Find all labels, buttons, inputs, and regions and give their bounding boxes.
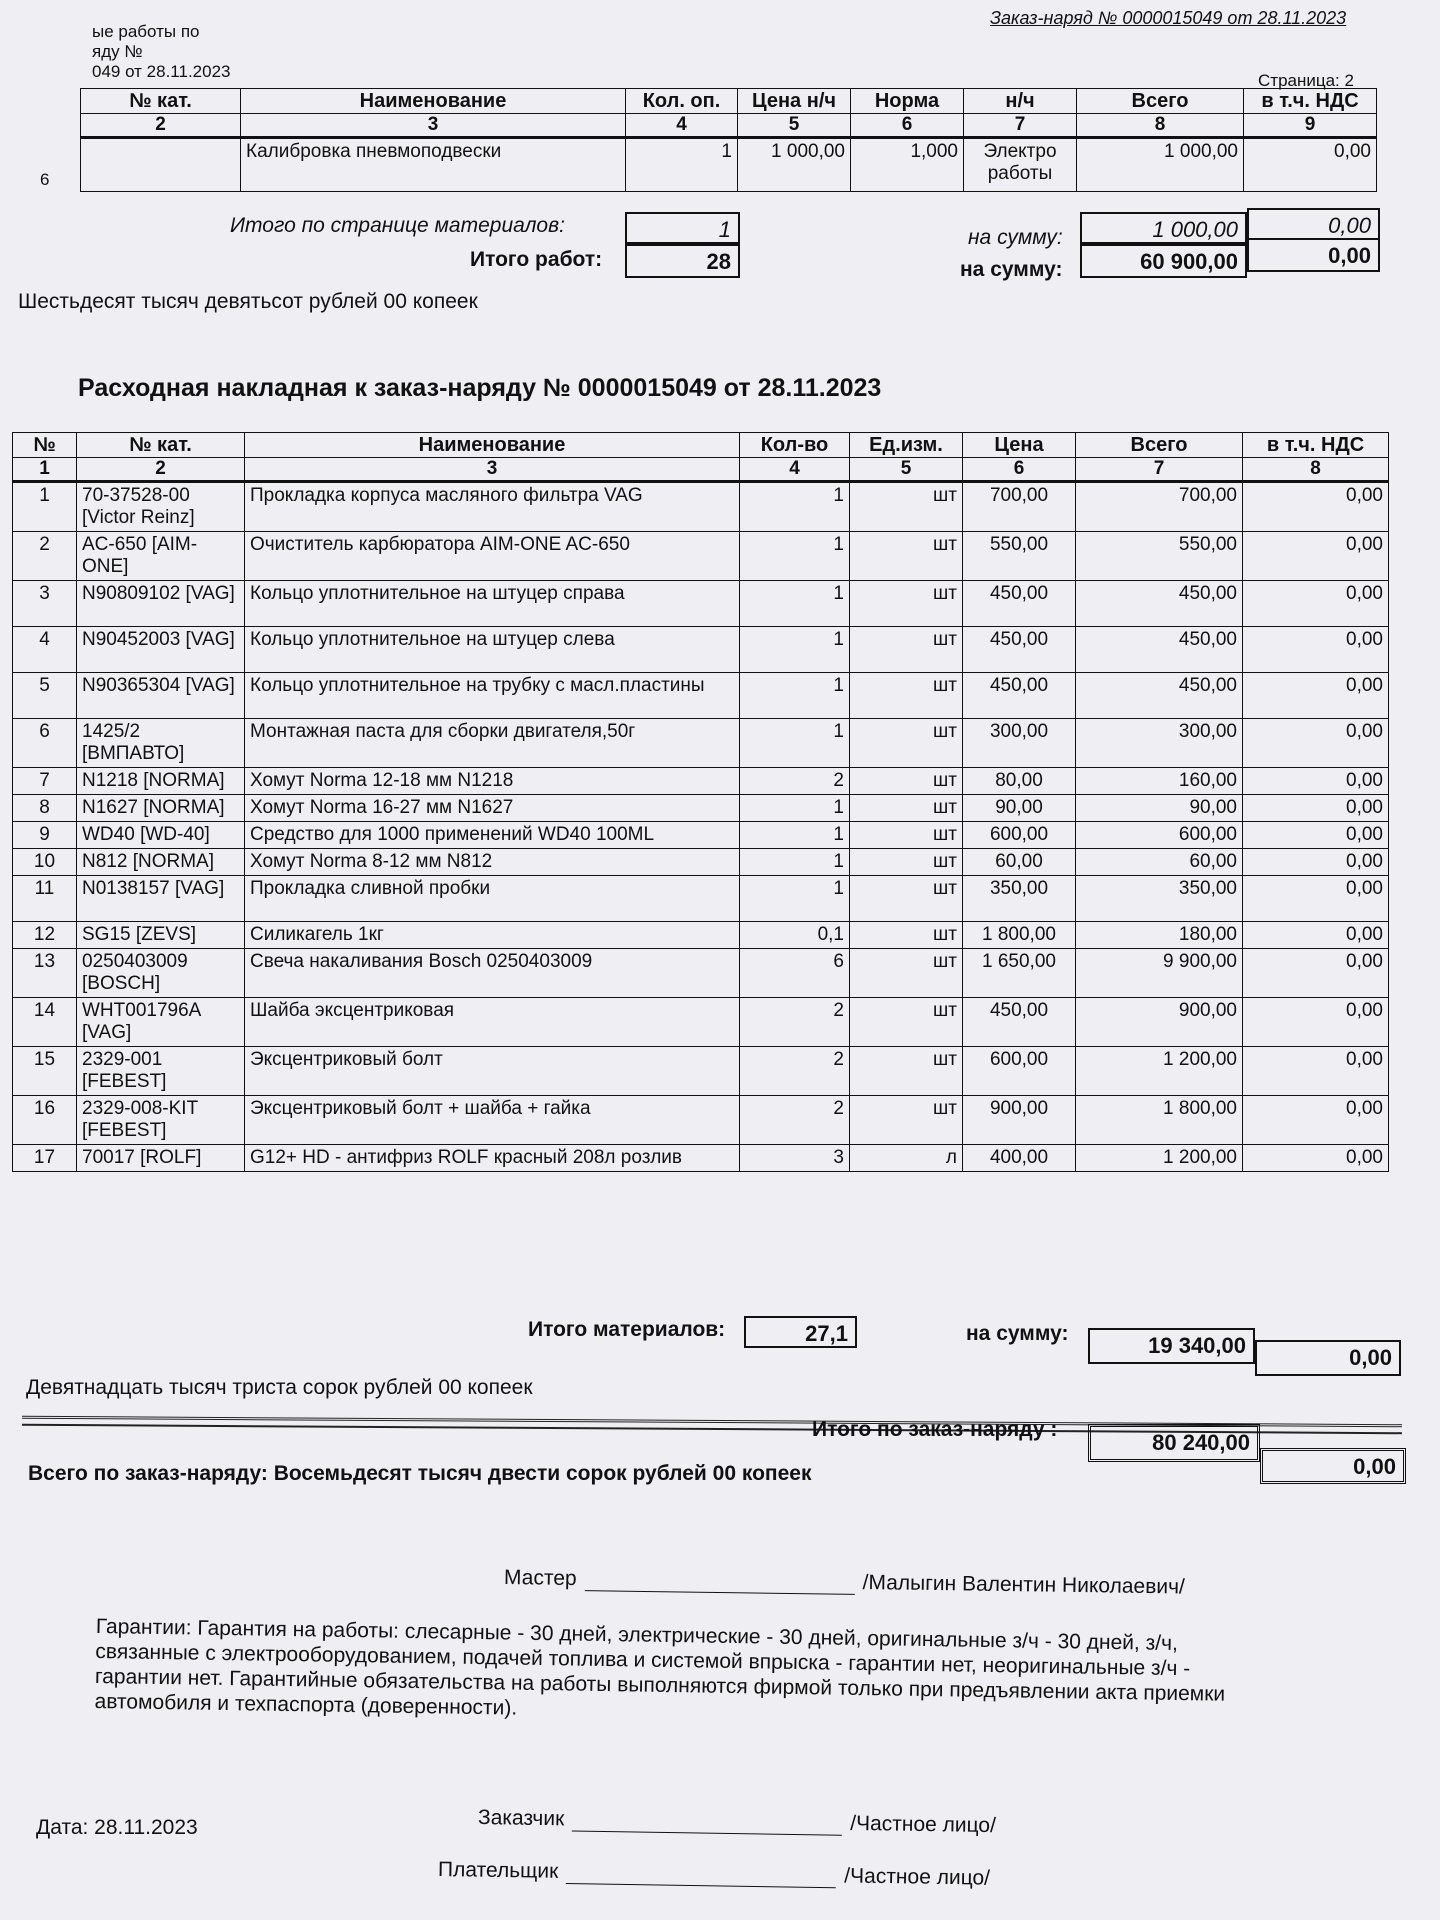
materials-sum-vat: 0,00 [1255,1340,1401,1376]
invoice-row-cat: WHT001796A [VAG] [77,998,245,1047]
invoice-row-qty: 1 [740,673,850,719]
invoice-row-cat: 0250403009 [BOSCH] [77,949,245,998]
colnum: 6 [851,114,964,138]
payer-label: Плательщик [437,1858,559,1883]
invoice-row-vat: 0,00 [1243,719,1389,768]
invoice-row-no: 6 [13,719,77,768]
table-row [13,795,1389,822]
table-row [13,532,1389,581]
table-row [13,876,1389,922]
master-label: Мастер [503,1566,577,1591]
invoice-row-price: 90,00 [963,795,1076,822]
invoice-row-price: 450,00 [963,673,1076,719]
invoice-row-unit: шт [850,949,963,998]
invoice-title: Расходная накладная к заказ-наряду № 0000015049 от 28.11.2023 [78,374,882,402]
invoice-row-name: Прокладка корпуса масляного фильтра VAG [245,482,740,532]
invoice-row-price: 450,00 [963,627,1076,673]
invoice-row-cat: WD40 [WD-40] [77,822,245,849]
works-col-vat: в т.ч. НДС [1244,89,1377,114]
invoice-row-vat: 0,00 [1243,922,1389,949]
invoice-row-no: 8 [13,795,77,822]
invoice-row-qty: 2 [740,998,850,1047]
works-row-number: 6 [40,170,50,189]
table-row [13,922,1389,949]
colnum: 8 [1077,114,1244,138]
invoice-row-name: Хомут Norma 12-18 мм N1218 [245,768,740,795]
invoice-row-price: 350,00 [963,876,1076,922]
materials-total-qty: 27,1 [744,1316,857,1348]
invoice-row-cat: 1425/2 [ВМПАВТО] [77,719,245,768]
invoice-row-cat: N90809102 [VAG] [77,581,245,627]
invoice-row-cat: 70-37528-00 [Victor Reinz] [77,482,245,532]
colnum: 7 [964,114,1077,138]
works-col-qty: Кол. оп. [626,89,738,114]
invoice-row-qty: 1 [740,876,850,922]
invoice-row-unit: шт [850,795,963,822]
order-title: Заказ-наряд № 0000015049 от 28.11.2023 [990,8,1347,28]
works-sum-label: на сумму: [960,258,1063,281]
invoice-row-unit: шт [850,719,963,768]
table-row [13,768,1389,795]
invoice-row-name: Монтажная паста для сборки двигателя,50г [245,719,740,768]
invoice-col-unit: Ед.изм. [850,433,963,458]
invoice-row-qty: 3 [740,1145,850,1172]
invoice-row-price: 60,00 [963,849,1076,876]
invoice-row-qty: 1 [740,849,850,876]
invoice-row-cat: N812 [NORMA] [77,849,245,876]
invoice-col-no: № [13,433,77,458]
invoice-row-price: 600,00 [963,822,1076,849]
colnum: 6 [963,458,1076,482]
invoice-row-cat: N90452003 [VAG] [77,627,245,673]
document-date: Дата: 28.11.2023 [36,1816,198,1839]
page-total-label: Итого по странице материалов: [230,214,565,237]
works-header-row [81,89,1377,114]
invoice-row-vat: 0,00 [1243,822,1389,849]
master-signature [504,1566,1185,1600]
invoice-row-total: 9 900,00 [1076,949,1243,998]
invoice-row-unit: шт [850,482,963,532]
invoice-table [12,432,1389,1172]
invoice-row-vat: 0,00 [1243,795,1389,822]
works-col-cat: № кат. [81,89,241,114]
invoice-row-cat: N1218 [NORMA] [77,768,245,795]
invoice-row-name: G12+ HD - антифриз ROLF красный 208л розлив [245,1145,740,1172]
invoice-row-total: 450,00 [1076,627,1243,673]
invoice-row-no: 16 [13,1096,77,1145]
invoice-row-no: 9 [13,822,77,849]
works-col-norm: Норма [851,89,964,114]
page-total-qty: 1 [625,212,740,244]
grand-total-sum: 80 240,00 [1088,1424,1260,1462]
invoice-row-no: 17 [13,1145,77,1172]
table-row [13,1047,1389,1096]
table-row [13,719,1389,768]
invoice-row-qty: 1 [740,581,850,627]
invoice-row-vat: 0,00 [1243,482,1389,532]
works-sum-words: Шестьдесят тысяч девятьсот рублей 00 копеек [18,290,478,313]
colnum: 4 [626,114,738,138]
invoice-row-unit: шт [850,581,963,627]
invoice-row-no: 7 [13,768,77,795]
colnum: 5 [850,458,963,482]
header-left-note: ые работы по яду № 049 от 28.11.2023 [92,22,231,81]
works-row-price: 1 000,00 [738,138,851,192]
table-row [13,627,1389,673]
materials-sum-words: Девятнадцать тысяч триста сорок рублей 00 копеек [26,1376,533,1399]
invoice-row-name: Силикагель 1кг [245,922,740,949]
invoice-row-vat: 0,00 [1243,949,1389,998]
invoice-row-cat: N1627 [NORMA] [77,795,245,822]
invoice-row-name: Прокладка сливной пробки [245,876,740,922]
warranty-text: Гарантии: Гарантия на работы: слесарные - 30 дней, электрические - 30 дней, оригинальные з/ч - 30 дней, з/ч, связанные с электрооборудованием, подачей топлива и системой впрыска - гарантии нет, неоригинальные з/ч - гарантии нет. Гарантийные обязательства на работы выполняются фирмой только при предъявлении акта приемки автомобиля и техпаспорта (доверенности). [94,1614,1226,1720]
customer-signature-line [572,1810,842,1835]
invoice-row-no: 13 [13,949,77,998]
works-row-nh: Электро работы [964,138,1077,192]
invoice-col-total: Всего [1076,433,1243,458]
colnum: 7 [1076,458,1243,482]
customer-label: Заказчик [477,1806,565,1831]
invoice-row-vat: 0,00 [1243,1145,1389,1172]
payer-name: /Частное лицо/ [844,1864,991,1890]
table-row [13,998,1389,1047]
works-row-cat [81,138,241,192]
invoice-row-name: Хомут Norma 8-12 мм N812 [245,849,740,876]
invoice-row-total: 1 200,00 [1076,1145,1243,1172]
invoice-row-no: 10 [13,849,77,876]
materials-sum-label: на сумму: [966,1322,1069,1345]
colnum: 9 [1244,114,1377,138]
works-col-name: Наименование [241,89,626,114]
colnum: 1 [13,458,77,482]
invoice-row-name: Шайба эксцентриковая [245,998,740,1047]
invoice-row-vat: 0,00 [1243,673,1389,719]
page-sum: 1 000,00 [1080,212,1247,244]
invoice-row-cat: 70017 [ROLF] [77,1145,245,1172]
invoice-row-total: 300,00 [1076,719,1243,768]
page-number: Страница: 2 [1258,71,1354,90]
page-sum-vat: 0,00 [1247,208,1380,240]
table-row [13,1145,1389,1172]
invoice-header-row [13,433,1389,458]
invoice-row-unit: шт [850,1047,963,1096]
invoice-row-name: Свеча накаливания Bosch 0250403009 [245,949,740,998]
master-name: /Малыгин Валентин Николаевич/ [862,1571,1185,1599]
invoice-row-price: 1 800,00 [963,922,1076,949]
works-total-qty: 28 [625,244,740,278]
invoice-row-qty: 1 [740,822,850,849]
invoice-row-no: 15 [13,1047,77,1096]
invoice-row-vat: 0,00 [1243,1047,1389,1096]
works-col-nh: н/ч [964,89,1077,114]
invoice-row-vat: 0,00 [1243,581,1389,627]
invoice-row-price: 1 650,00 [963,949,1076,998]
invoice-row-total: 180,00 [1076,922,1243,949]
invoice-row-price: 80,00 [963,768,1076,795]
invoice-row-cat: 2329-001 [FEBEST] [77,1047,245,1096]
works-sum: 60 900,00 [1080,244,1247,278]
invoice-row-qty: 2 [740,768,850,795]
works-colnum-row [81,114,1377,138]
invoice-col-name: Наименование [245,433,740,458]
invoice-row-no: 12 [13,922,77,949]
works-table [80,88,1377,192]
invoice-row-total: 60,00 [1076,849,1243,876]
grand-total-label: Итого по заказ-наряду : [812,1418,1058,1441]
invoice-row-total: 700,00 [1076,482,1243,532]
invoice-row-price: 550,00 [963,532,1076,581]
invoice-row-name: Кольцо уплотнительное на трубку с масл.пластины [245,673,740,719]
invoice-row-total: 900,00 [1076,998,1243,1047]
master-signature-line [584,1570,854,1595]
invoice-row-unit: шт [850,822,963,849]
invoice-row-qty: 1 [740,482,850,532]
invoice-row-qty: 0,1 [740,922,850,949]
invoice-row-price: 450,00 [963,998,1076,1047]
colnum: 3 [245,458,740,482]
invoice-col-price: Цена [963,433,1076,458]
colnum: 5 [738,114,851,138]
customer-signature [478,1806,996,1838]
invoice-row-price: 900,00 [963,1096,1076,1145]
invoice-col-cat: № кат. [77,433,245,458]
invoice-row-total: 90,00 [1076,795,1243,822]
invoice-colnum-row [13,458,1389,482]
invoice-row-unit: шт [850,1096,963,1145]
invoice-col-qty: Кол-во [740,433,850,458]
invoice-row-unit: шт [850,849,963,876]
table-row [13,949,1389,998]
materials-sum: 19 340,00 [1088,1328,1255,1364]
invoice-row-vat: 0,00 [1243,849,1389,876]
invoice-row-name: Эксцентриковый болт + шайба + гайка [245,1096,740,1145]
invoice-row-no: 4 [13,627,77,673]
works-row-name: Калибровка пневмоподвески [241,138,626,192]
invoice-row-vat: 0,00 [1243,1096,1389,1145]
works-row-norm: 1,000 [851,138,964,192]
invoice-row-total: 550,00 [1076,532,1243,581]
works-row [81,138,1377,192]
invoice-row-total: 160,00 [1076,768,1243,795]
invoice-row-unit: шт [850,922,963,949]
invoice-row-unit: шт [850,673,963,719]
invoice-row-total: 1 800,00 [1076,1096,1243,1145]
materials-total-label: Итого материалов: [528,1318,726,1341]
invoice-row-vat: 0,00 [1243,998,1389,1047]
invoice-row-cat: N0138157 [VAG] [77,876,245,922]
works-total-label: Итого работ: [470,248,603,271]
invoice-row-qty: 6 [740,949,850,998]
invoice-row-no: 1 [13,482,77,532]
works-row-qty: 1 [626,138,738,192]
invoice-row-name: Кольцо уплотнительное на штуцер справа [245,581,740,627]
invoice-row-cat: N90365304 [VAG] [77,673,245,719]
invoice-row-qty: 1 [740,795,850,822]
invoice-row-vat: 0,00 [1243,532,1389,581]
invoice-row-qty: 2 [740,1096,850,1145]
colnum: 3 [241,114,626,138]
invoice-col-vat: в т.ч. НДС [1243,433,1389,458]
payer-signature-line [566,1863,836,1888]
grand-total-words: Всего по заказ-наряду: Восемьдесят тысяч двести сорок рублей 00 копеек [28,1462,812,1485]
invoice-row-name: Эксцентриковый болт [245,1047,740,1096]
works-row-total: 1 000,00 [1077,138,1244,192]
table-row [13,482,1389,532]
customer-name: /Частное лицо/ [850,1811,997,1838]
invoice-row-no: 5 [13,673,77,719]
colnum: 8 [1243,458,1389,482]
invoice-row-total: 450,00 [1076,673,1243,719]
table-row [13,822,1389,849]
invoice-row-total: 1 200,00 [1076,1047,1243,1096]
invoice-row-total: 350,00 [1076,876,1243,922]
invoice-row-qty: 1 [740,532,850,581]
table-row [13,581,1389,627]
invoice-row-cat: 2329-008-KIT [FEBEST] [77,1096,245,1145]
invoice-row-vat: 0,00 [1243,627,1389,673]
invoice-row-price: 600,00 [963,1047,1076,1096]
works-col-total: Всего [1077,89,1244,114]
invoice-row-unit: шт [850,627,963,673]
invoice-row-no: 2 [13,532,77,581]
invoice-row-unit: шт [850,876,963,922]
page-sum-label: на сумму: [968,226,1063,249]
payer-signature [438,1858,990,1891]
invoice-row-total: 450,00 [1076,581,1243,627]
invoice-row-vat: 0,00 [1243,876,1389,922]
invoice-row-price: 450,00 [963,581,1076,627]
invoice-row-qty: 2 [740,1047,850,1096]
table-row [13,849,1389,876]
invoice-row-name: Кольцо уплотнительное на штуцер слева [245,627,740,673]
invoice-row-name: Хомут Norma 16-27 мм N1627 [245,795,740,822]
colnum: 4 [740,458,850,482]
invoice-row-qty: 1 [740,719,850,768]
invoice-row-unit: шт [850,998,963,1047]
invoice-row-unit: шт [850,532,963,581]
invoice-row-vat: 0,00 [1243,768,1389,795]
invoice-row-price: 400,00 [963,1145,1076,1172]
invoice-row-cat: AC-650 [AIM-ONE] [77,532,245,581]
invoice-row-no: 3 [13,581,77,627]
works-sum-vat: 0,00 [1247,238,1380,272]
invoice-row-qty: 1 [740,627,850,673]
colnum: 2 [77,458,245,482]
colnum: 2 [81,114,241,138]
works-row-vat: 0,00 [1244,138,1377,192]
invoice-row-name: Очиститель карбюратора AIM-ONE AC-650 [245,532,740,581]
table-row [13,673,1389,719]
invoice-row-no: 11 [13,876,77,922]
invoice-row-unit: л [850,1145,963,1172]
table-row [13,1096,1389,1145]
invoice-row-no: 14 [13,998,77,1047]
invoice-row-unit: шт [850,768,963,795]
invoice-row-price: 700,00 [963,482,1076,532]
invoice-row-cat: SG15 [ZEVS] [77,922,245,949]
invoice-row-name: Средство для 1000 применений WD40 100ML [245,822,740,849]
invoice-body [13,482,1389,1172]
invoice-row-price: 300,00 [963,719,1076,768]
works-col-price: Цена н/ч [738,89,851,114]
grand-total-vat: 0,00 [1260,1448,1406,1484]
invoice-row-total: 600,00 [1076,822,1243,849]
